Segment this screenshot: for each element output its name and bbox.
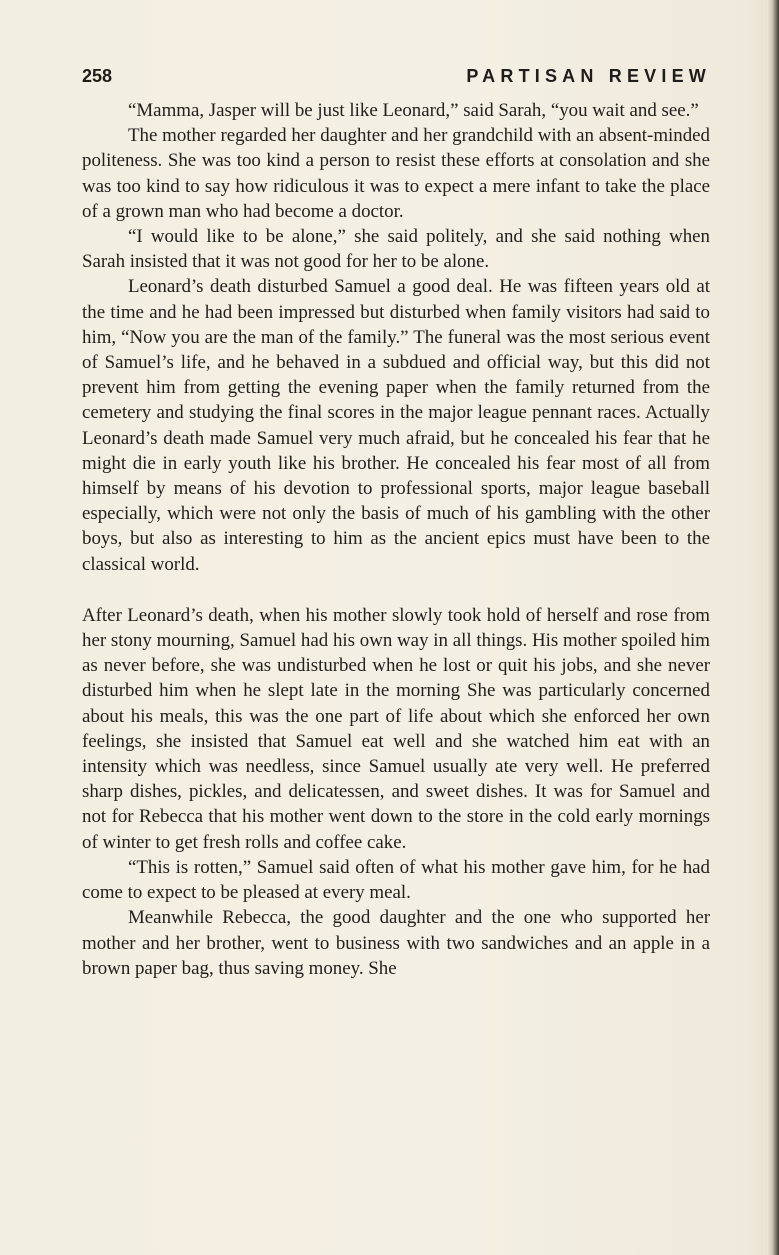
paragraph: “Mamma, Jasper will be just like Leonard,” said Sarah, “you wait and see.” [128, 100, 699, 121]
section-start-paragraph: After Leonard’s death, when his mother slowly took hold of herself and rose from her stony mourning, Samuel had his own way in all things. His mother spoiled him as never before, she was undisturbed when he lost or quit his jobs, and she never disturbed him when he slept late in the morning She was particularly concerned about his meals, this was the one part of life about which she enforced her own feelings, she insisted that Samuel eat well and she watched him eat with an intensity which was needless, since Samuel usually ate very well. He preferred sharp dishes, pickles, and delicatessen, and sweet dishes. It was for Samuel and not for Rebecca that his mother went down to the store in the cold early mornings of winter to get fresh rolls and coffee cake. [82, 604, 710, 853]
paragraph: “I would like to be alone,” she said politely, and she said nothing when Sarah insisted that it was not good for her to be alone. [82, 226, 710, 273]
paragraph: The mother regarded her daughter and her grandchild with an absent-minded politeness. She was too kind a person to resist these efforts at consolation and she was too kind to say how ridiculous it was to expect a mere infant to take the place of a grown man who had become a doctor. [82, 125, 710, 222]
running-head: PARTISAN REVIEW [466, 66, 711, 86]
body-text [82, 98, 710, 981]
paragraph: “This is rotten,” Samuel said often of what his mother gave him, for he had come to expect to be pleased at every meal. [82, 856, 710, 904]
page-edge-shadow [767, 0, 779, 1255]
paragraph: Leonard’s death disturbed Samuel a good deal. He was fifteen years old at the time and he had been impressed but disturbed when family visitors had said to him, “Now you are the man of the family.” The funeral was the most serious event of Samuel’s life, and he behaved in a subdued and official way, but this did not prevent him from getting the evening paper when the family returned from the cemetery and studying the final scores in the major league pennant races. Actually Leonard’s death made Samuel very much afraid, but he concealed his fear that he might die in early youth like his brother. He concealed his fear most of all from himself by means of his devotion to professional sports, major league baseball especially, which were not only the basis of much of his gambling with the other boys, but also as interesting to him as the ancient epics must have been to the classical world. [82, 276, 710, 575]
paragraph: Meanwhile Rebecca, the good daughter and the one who supported her mother and her brother, went to business with two sandwiches and an apple in a brown paper bag, thus saving money. She [82, 907, 710, 979]
page-number: 258 [82, 66, 113, 86]
page-header [82, 66, 711, 88]
